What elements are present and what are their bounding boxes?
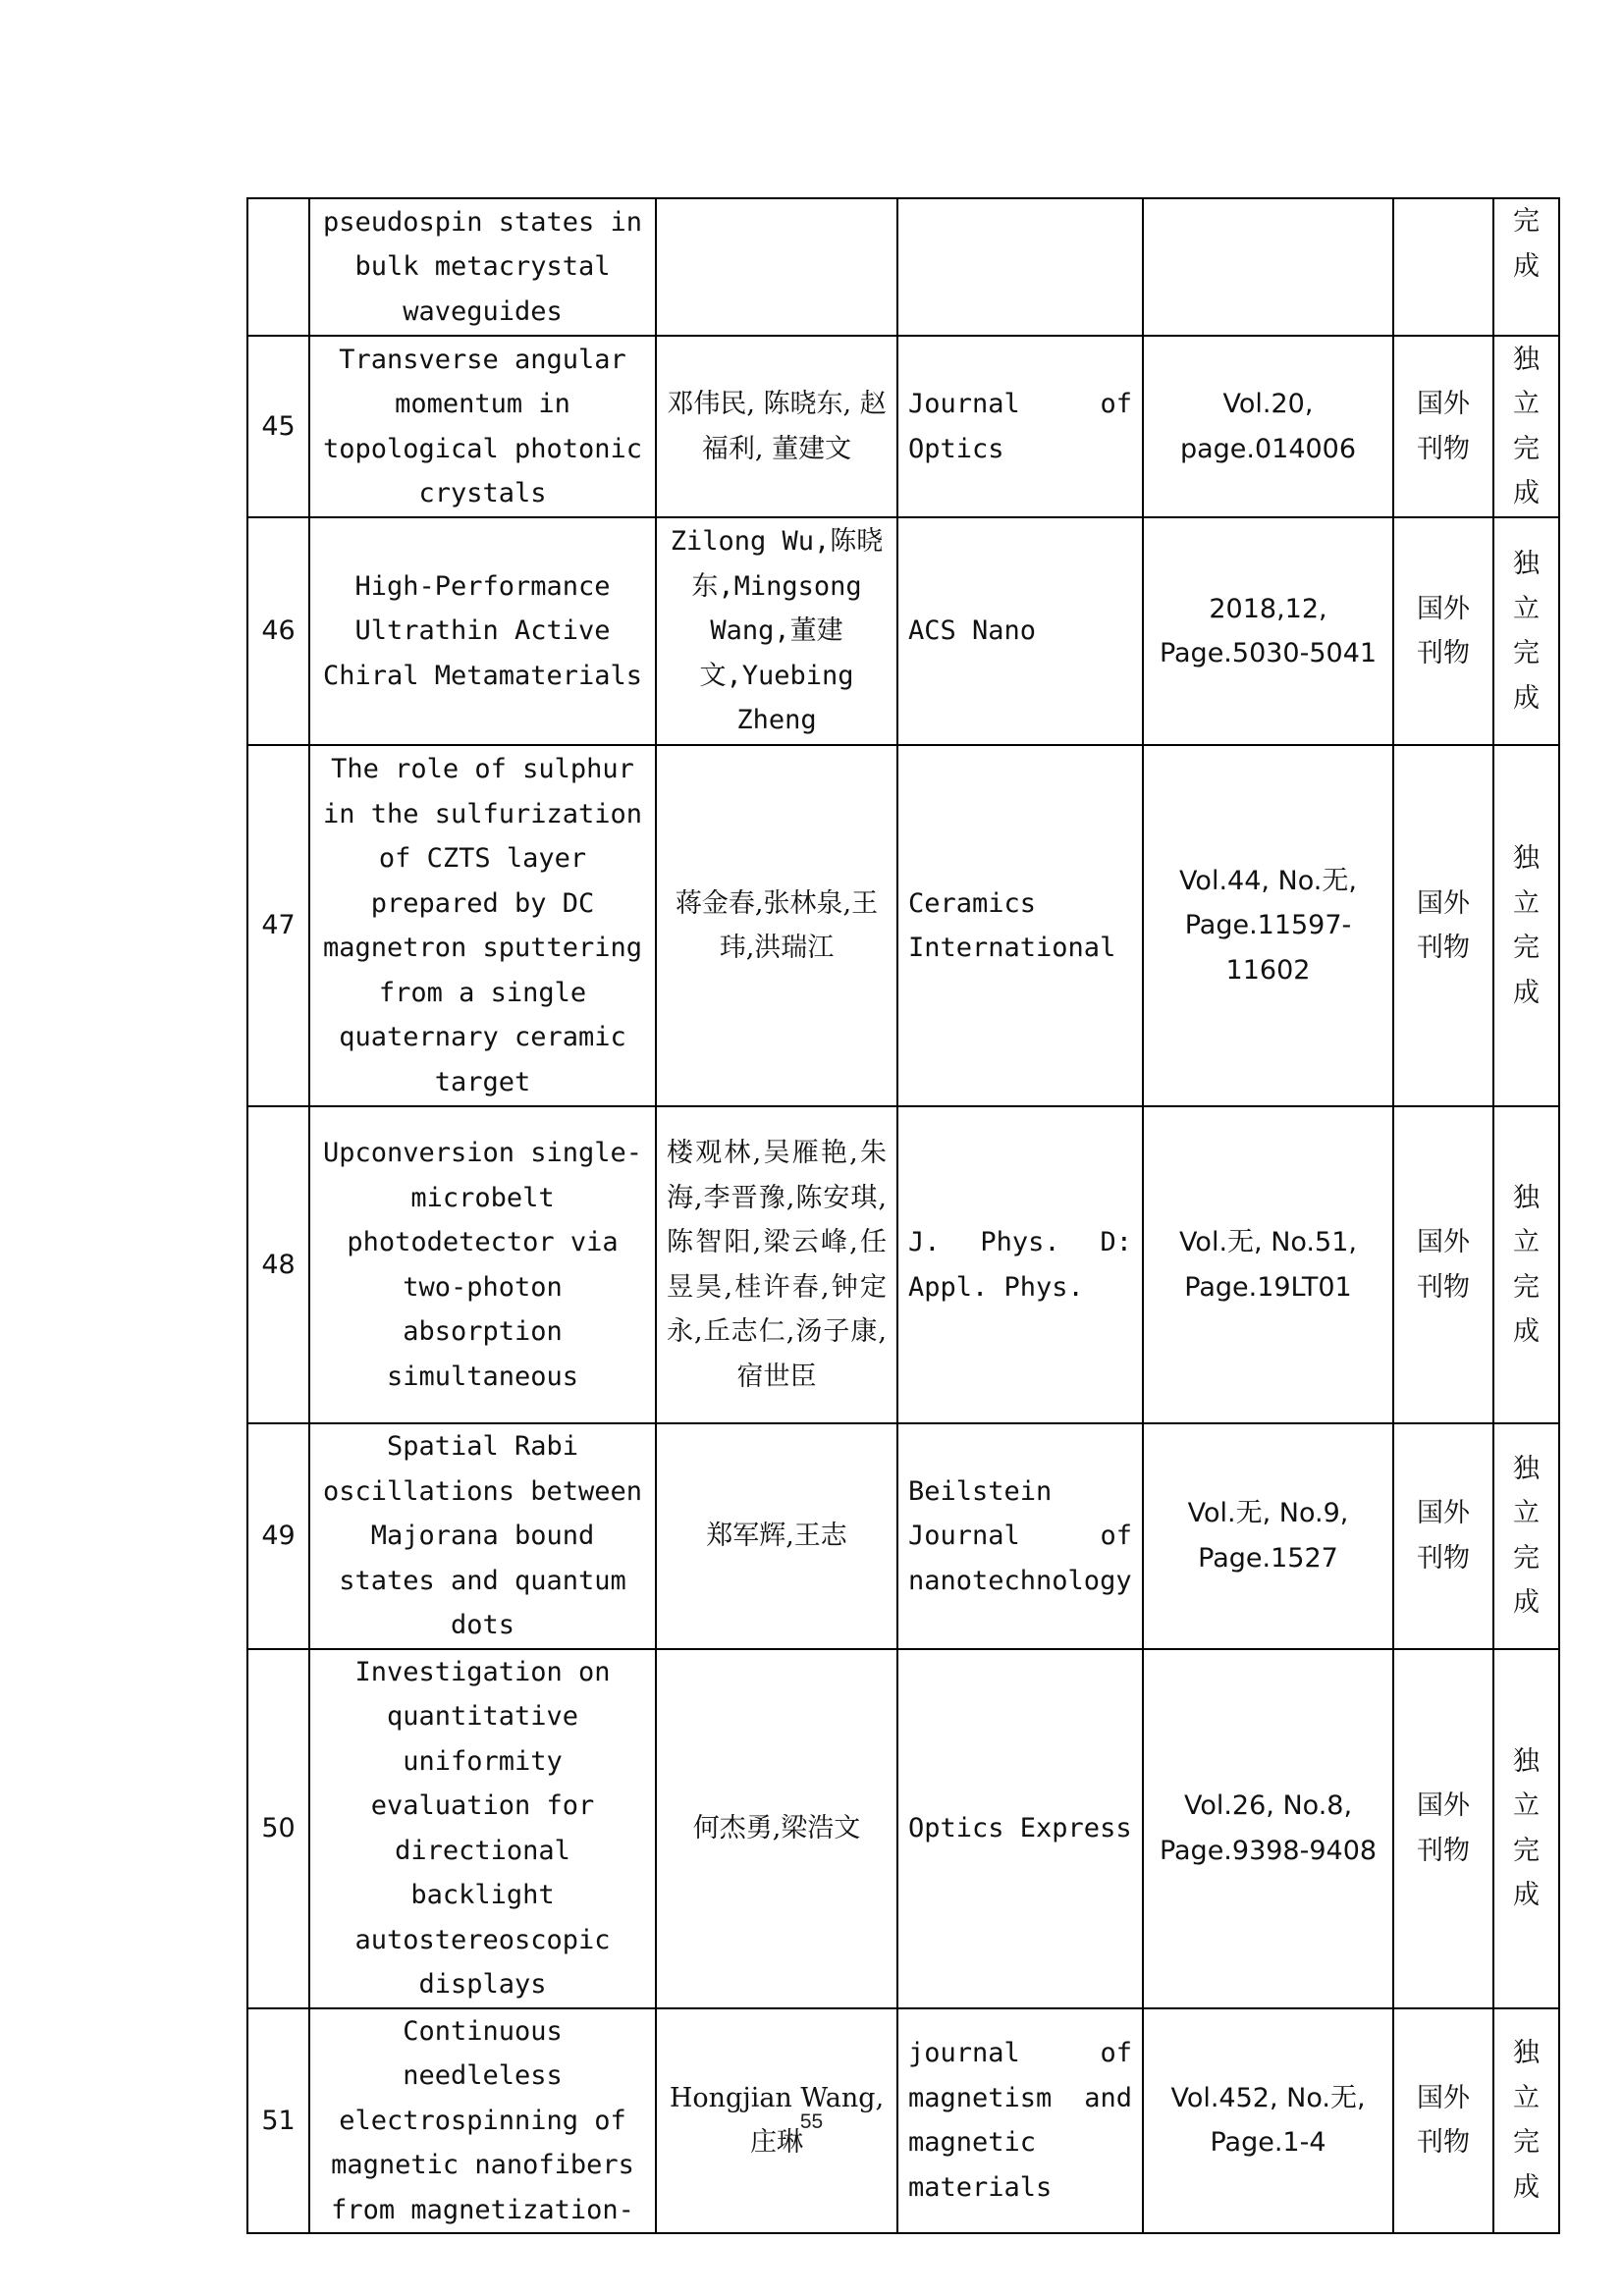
row-number: 51 [247,2008,309,2234]
volume-info: Vol.20, page.014006 [1143,336,1393,517]
authors: 郑军辉,王志 [656,1423,897,1649]
row-number: 50 [247,1649,309,2008]
paper-title: Upconversion single-microbelt photodetector via two-photon absorption simultaneous [309,1106,656,1423]
journal-name: journal of magnetism and magnetic materials [897,2008,1143,2234]
authors [656,198,897,336]
journal-name: J. Phys. D: Appl. Phys. [897,1106,1143,1423]
authors: Hongjian Wang,庄琳 [656,2008,897,2234]
page-number: 55 [799,2110,824,2133]
completion-status: 独立完成 [1493,517,1559,745]
paper-title: Investigation on quantitative uniformity evaluation for directional backlight autostereoscopic displays [309,1649,656,2008]
publication-table [246,197,1560,2234]
authors: Zilong Wu,陈晓东,Mingsong Wang,董建文,Yuebing Zheng [656,517,897,745]
journal-name: Beilstein Journal of nanotechnology [897,1423,1143,1649]
journal-name: Journal of Optics [897,336,1143,517]
publication-type: 国外刊物 [1393,336,1493,517]
table-row [247,745,1559,1106]
row-number: 46 [247,517,309,745]
completion-status: 独立完成 [1493,2008,1559,2234]
completion-status: 独立完成 [1493,1423,1559,1649]
authors: 蒋金春,张林泉,王玮,洪瑞江 [656,745,897,1106]
row-number: 45 [247,336,309,517]
volume-info: Vol.无, No.51, Page.19LT01 [1143,1106,1393,1423]
publication-type: 国外刊物 [1393,1106,1493,1423]
paper-title: High-Performance Ultrathin Active Chiral Metamaterials [309,517,656,745]
authors: 邓伟民, 陈晓东, 赵福利, 董建文 [656,336,897,517]
journal-name [897,198,1143,336]
row-number: 47 [247,745,309,1106]
publication-type: 国外刊物 [1393,1423,1493,1649]
table-row [247,1649,1559,2008]
authors: 何杰勇,梁浩文 [656,1649,897,2008]
row-number [247,198,309,336]
table-row [247,198,1559,336]
completion-status: 完成 [1493,198,1559,336]
volume-info: 2018,12, Page.5030-5041 [1143,517,1393,745]
volume-info: Vol.44, No.无, Page.11597-11602 [1143,745,1393,1106]
publication-type: 国外刊物 [1393,517,1493,745]
journal-name: Optics Express [897,1649,1143,2008]
table-row [247,1423,1559,1649]
row-number: 49 [247,1423,309,1649]
table-row [247,1106,1559,1423]
paper-title: The role of sulphur in the sulfurization of CZTS layer prepared by DC magnetron sputtering from a single quaternary ceramic target [309,745,656,1106]
publication-type: 国外刊物 [1393,745,1493,1106]
paper-title: Continuous needleless electrospinning of magnetic nanofibers from magnetization- [309,2008,656,2234]
volume-info: Vol.452, No.无, Page.1-4 [1143,2008,1393,2234]
journal-name: ACS Nano [897,517,1143,745]
completion-status: 独立完成 [1493,745,1559,1106]
row-number: 48 [247,1106,309,1423]
authors: 楼观林,吴雁艳,朱海,李晋豫,陈安琪,陈智阳,梁云峰,任昱昊,桂许春,钟定永,丘志仁,汤子康,宿世臣 [656,1106,897,1423]
publication-type: 国外刊物 [1393,2008,1493,2234]
completion-status: 独立完成 [1493,1649,1559,2008]
volume-info: Vol.26, No.8, Page.9398-9408 [1143,1649,1393,2008]
paper-title: Transverse angular momentum in topological photonic crystals [309,336,656,517]
journal-name: Ceramics International [897,745,1143,1106]
table-row [247,517,1559,745]
completion-status: 独立完成 [1493,1106,1559,1423]
paper-title: pseudospin states in bulk metacrystal waveguides [309,198,656,336]
completion-status: 独立完成 [1493,336,1559,517]
volume-info: Vol.无, No.9, Page.1527 [1143,1423,1393,1649]
publication-type: 国外刊物 [1393,1649,1493,2008]
paper-title: Spatial Rabi oscillations between Majorana bound states and quantum dots [309,1423,656,1649]
volume-info [1143,198,1393,336]
publication-type [1393,198,1493,336]
table-row [247,336,1559,517]
